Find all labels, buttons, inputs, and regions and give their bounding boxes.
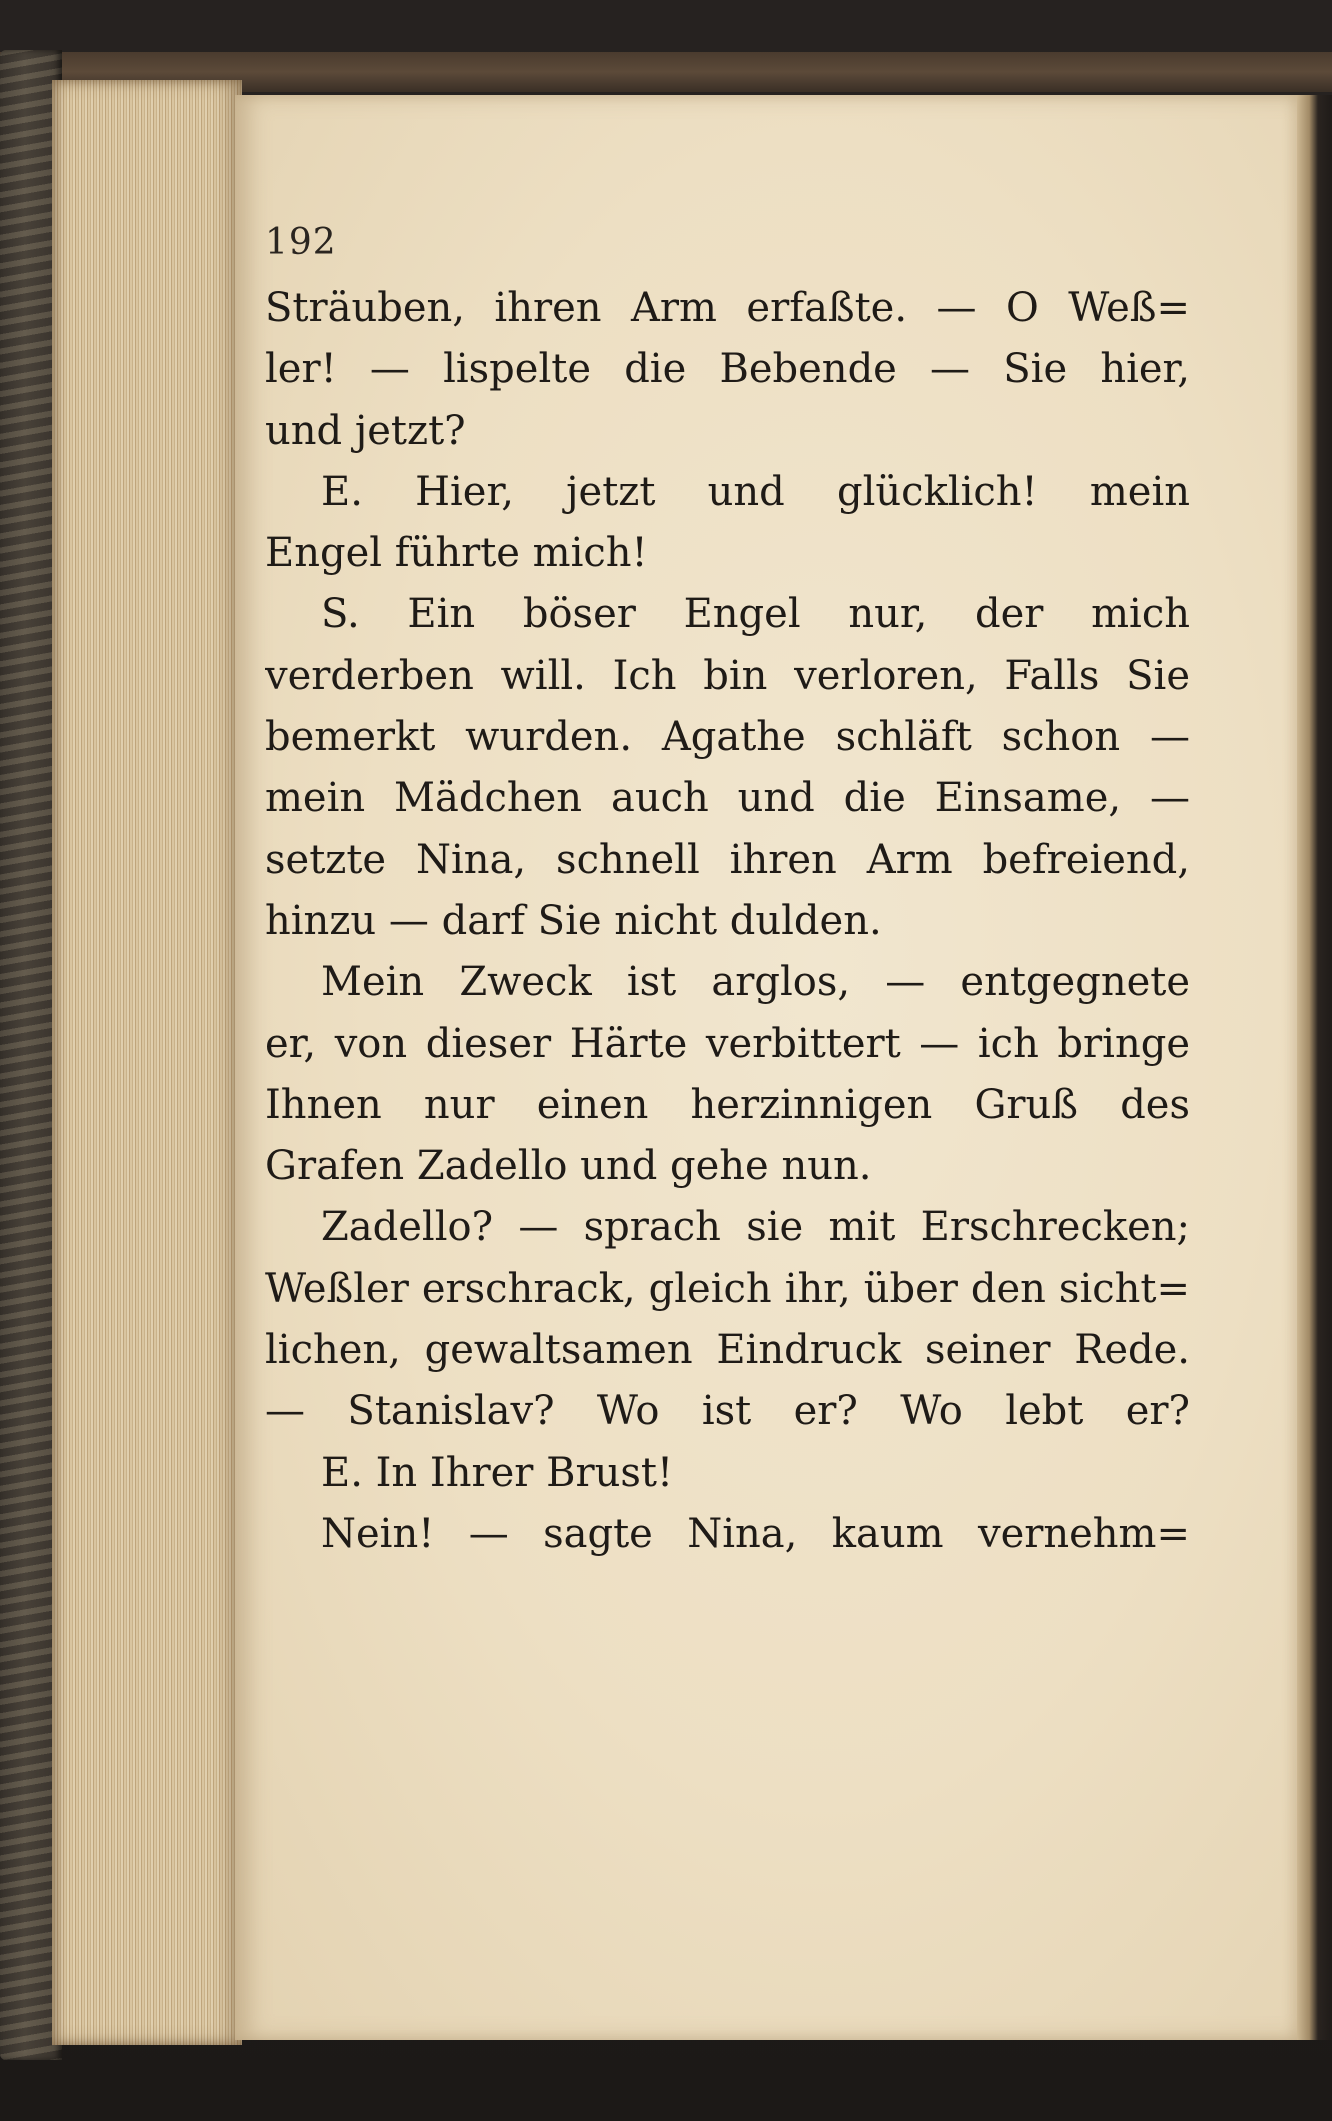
text-line: und jetzt? [265,407,466,454]
facing-page-edge [1297,95,1332,2040]
text-line: Ihnen nur einen herzinnigen Gruß des [265,1081,1190,1128]
text-line: — Stanislav? Wo ist er? Wo lebt er? [265,1388,1190,1435]
text-line: S. Ein böser Engel nur, der mich [321,591,1190,638]
text-line: Weßler erschrack, gleich ihr, über den sicht= [265,1265,1190,1312]
text-line: setzte Nina, schnell ihren Arm befreiend, [265,836,1190,883]
text-line: Nein! — sagte Nina, kaum vernehm= [321,1510,1190,1557]
text-line: E. Hier, jetzt und glücklich! mein [321,468,1190,515]
page-fore-edge [52,80,242,2045]
text-line: Mein Zweck ist arglos, — entgegnete [321,959,1190,1006]
text-line: hinzu — darf Sie nicht dulden. [265,897,882,944]
text-line: ler! — lispelte die Bebende — Sie hier, [265,346,1190,393]
page-number: 192 [265,222,337,263]
text-line: mein Mädchen auch und die Einsame, — [265,775,1190,822]
page-text [265,278,1190,1565]
text-line: Grafen Zadello und gehe nun. [265,1143,872,1190]
text-line: verderben will. Ich bin verloren, Falls Sie [265,652,1190,699]
text-line: bemerkt wurden. Agathe schläft schon — [265,714,1190,761]
text-line: lichen, gewaltsamen Eindruck seiner Rede. [265,1327,1190,1374]
text-line: Sträuben, ihren Arm erfaßte. — O Weß= [265,285,1190,331]
text-line: Engel führte mich! [265,530,648,577]
text-line: Zadello? — sprach sie mit Erschrecken; [321,1204,1190,1251]
text-line: E. In Ihrer Brust! [321,1449,674,1496]
text-line: er, von dieser Härte verbittert — ich bringe [265,1020,1190,1067]
